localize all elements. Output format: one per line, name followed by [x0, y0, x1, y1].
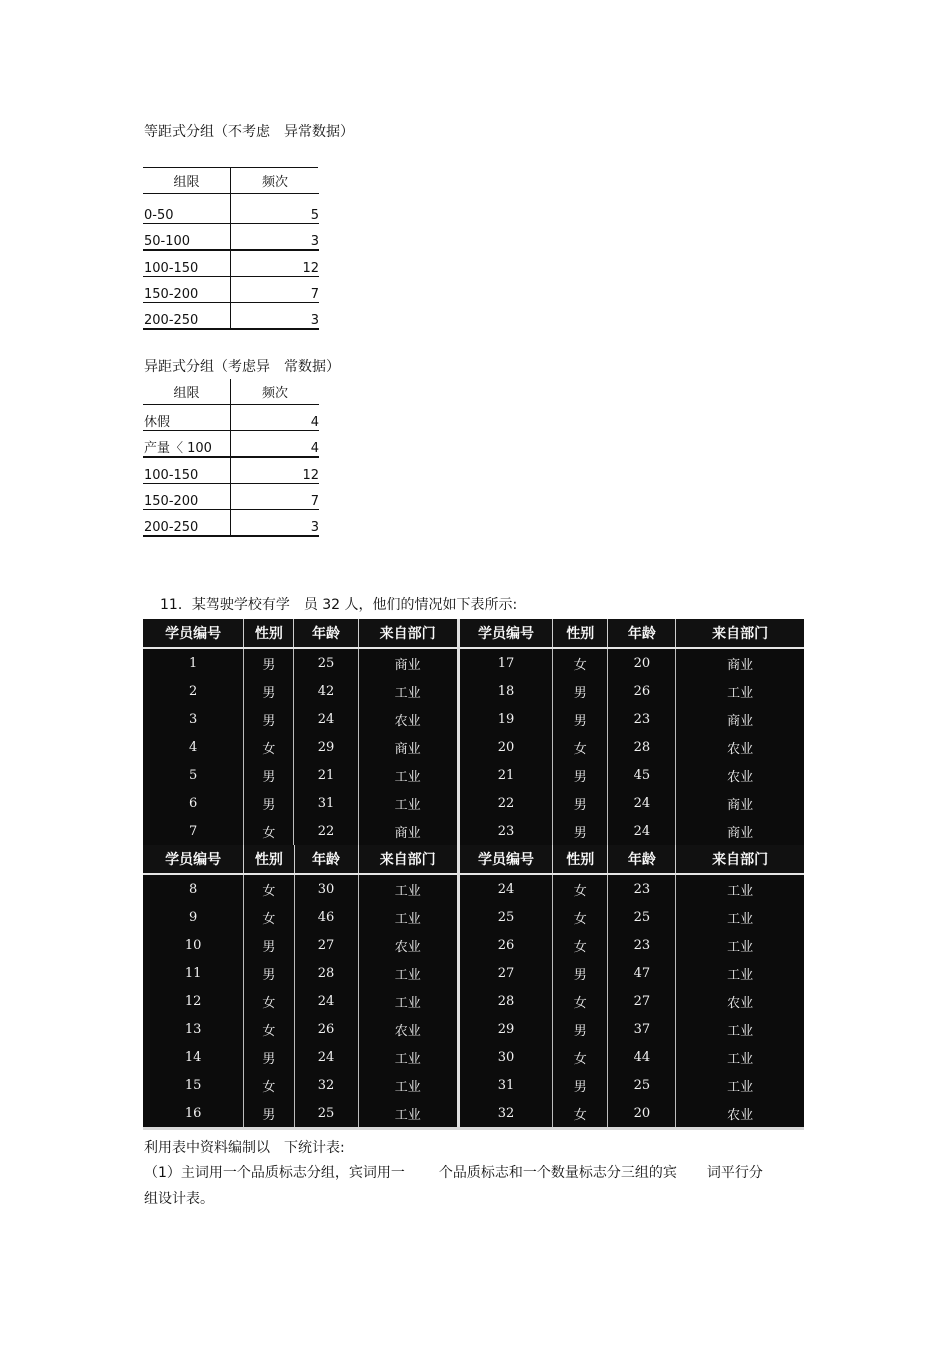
student-cell: 20 [458, 733, 552, 761]
student-cell: 女 [244, 1015, 294, 1043]
student-row [143, 648, 804, 677]
student-row [143, 1099, 804, 1129]
range-cell: 200-250 [143, 303, 231, 330]
student-cell: 女 [553, 931, 608, 959]
student-row [143, 761, 804, 789]
count-cell: 12 [231, 250, 320, 277]
student-cell: 30 [294, 874, 358, 903]
count-cell: 3 [231, 510, 320, 537]
student-cell: 23 [608, 931, 676, 959]
header-range: 组限 [143, 168, 231, 194]
student-cell: 女 [244, 1071, 294, 1099]
student-cell: 农业 [676, 733, 804, 761]
column-header: 性别 [244, 619, 294, 648]
column-header: 年龄 [608, 619, 676, 648]
student-cell: 16 [143, 1099, 244, 1129]
student-row [143, 987, 804, 1015]
student-cell: 28 [608, 733, 676, 761]
student-cell: 商业 [676, 817, 804, 847]
table-row [143, 277, 319, 303]
table-row [143, 194, 319, 224]
student-cell: 24 [294, 987, 358, 1015]
student-row [143, 733, 804, 761]
unequal-interval-table [143, 379, 319, 537]
count-cell: 4 [231, 405, 320, 431]
range-cell: 100-150 [143, 457, 231, 484]
student-cell: 1 [188, 655, 198, 671]
student-cell: 27 [294, 931, 358, 959]
student-cell: 45 [608, 761, 676, 789]
student-cell: 22 [458, 789, 552, 817]
student-cell: 31 [458, 1071, 552, 1099]
student-cell: 13 [184, 1021, 202, 1037]
student-cell: 男 [553, 1071, 608, 1099]
student-cell: 24 [458, 874, 552, 903]
student-cell: 男 [244, 1043, 294, 1071]
student-cell: 男 [244, 705, 294, 733]
student-cell: 女 [244, 817, 294, 847]
student-cell: 工业 [358, 1099, 458, 1129]
student-cell: 工业 [676, 903, 804, 931]
student-cell: 32 [458, 1099, 552, 1129]
student-cell: 28 [458, 987, 552, 1015]
student-cell: 28 [294, 959, 358, 987]
column-header: 性别 [553, 845, 608, 874]
column-header: 性别 [244, 845, 294, 874]
student-cell: 25 [608, 903, 676, 931]
range-cell: 100-150 [143, 250, 231, 277]
student-cell: 23 [608, 705, 676, 733]
column-header: 年龄 [608, 845, 676, 874]
student-cell: 男 [553, 705, 608, 733]
range-cell: 150-200 [143, 484, 231, 510]
student-cell: 5 [188, 767, 198, 783]
student-table-1 [143, 619, 804, 848]
table-row [143, 457, 319, 484]
column-header: 学员编号 [143, 845, 244, 874]
table-header-row [143, 379, 319, 405]
column-header: 学员编号 [143, 619, 244, 648]
student-row [143, 677, 804, 705]
student-cell: 男 [553, 761, 608, 789]
student-cell: 26 [294, 1015, 358, 1043]
student-cell: 26 [458, 931, 552, 959]
column-header: 学员编号 [458, 845, 552, 874]
student-cell: 工业 [676, 1015, 804, 1043]
count-cell: 12 [231, 457, 320, 484]
column-header: 来自部门 [676, 619, 804, 648]
student-row [143, 817, 804, 847]
student-cell: 农业 [676, 1099, 804, 1129]
student-row [143, 903, 804, 931]
student-cell: 3 [188, 711, 198, 727]
student-cell: 25 [458, 903, 552, 931]
student-cell: 工业 [676, 959, 804, 987]
student-cell: 44 [608, 1043, 676, 1071]
table-header-row [143, 168, 319, 194]
student-cell: 工业 [358, 874, 458, 903]
student-cell: 25 [294, 648, 358, 677]
student-cell: 20 [608, 648, 676, 677]
student-cell: 10 [184, 937, 202, 953]
header-count: 频次 [231, 379, 320, 405]
student-cell: 女 [553, 648, 608, 677]
count-cell: 3 [231, 303, 320, 330]
student-cell: 女 [244, 874, 294, 903]
student-row [143, 1043, 804, 1071]
student-cell: 女 [553, 1043, 608, 1071]
range-cell: 150-200 [143, 277, 231, 303]
student-cell: 工业 [676, 1043, 804, 1071]
header-count: 频次 [231, 168, 320, 194]
student-cell: 男 [553, 817, 608, 847]
count-cell: 3 [231, 224, 320, 251]
student-cell: 11 [184, 965, 202, 981]
student-row [143, 705, 804, 733]
student-cell: 21 [458, 761, 552, 789]
table-row [143, 405, 319, 431]
table-row [143, 250, 319, 277]
student-cell: 女 [244, 987, 294, 1015]
student-cell: 女 [244, 903, 294, 931]
student-cell: 工业 [676, 1071, 804, 1099]
student-cell: 24 [608, 789, 676, 817]
student-cell: 工业 [358, 903, 458, 931]
student-cell: 25 [294, 1099, 358, 1129]
instruction-line-3: 组设计表。 [144, 1191, 214, 1207]
column-header: 学员编号 [458, 619, 552, 648]
table-row [143, 484, 319, 510]
student-cell: 商业 [676, 705, 804, 733]
student-cell: 女 [553, 1099, 608, 1129]
student-row [143, 789, 804, 817]
student-cell: 8 [188, 881, 198, 897]
student-cell: 女 [553, 987, 608, 1015]
student-row [143, 874, 804, 903]
student-cell: 24 [294, 1043, 358, 1071]
student-cell: 42 [294, 677, 358, 705]
count-cell: 7 [231, 484, 320, 510]
student-cell: 农业 [358, 705, 458, 733]
student-cell: 32 [294, 1071, 358, 1099]
student-cell: 29 [294, 733, 358, 761]
column-header: 来自部门 [358, 619, 458, 648]
range-cell: 200-250 [143, 510, 231, 537]
student-cell: 商业 [676, 789, 804, 817]
student-cell: 4 [188, 739, 198, 755]
student-cell: 工业 [358, 987, 458, 1015]
student-cell: 工业 [358, 959, 458, 987]
student-cell: 22 [294, 817, 358, 847]
student-cell: 27 [608, 987, 676, 1015]
student-cell: 农业 [676, 987, 804, 1015]
student-row [143, 959, 804, 987]
student-cell: 20 [608, 1099, 676, 1129]
student-cell: 男 [244, 789, 294, 817]
student-cell: 27 [458, 959, 552, 987]
student-cell: 男 [244, 677, 294, 705]
student-cell: 23 [458, 817, 552, 847]
table-row [143, 510, 319, 537]
student-cell: 工业 [676, 677, 804, 705]
student-cell: 7 [143, 817, 244, 847]
student-cell: 商业 [358, 733, 458, 761]
student-cell: 25 [608, 1071, 676, 1099]
question-11-text: 11．某驾驶学校有学 员 32 人，他们的情况如下表所示: [160, 597, 518, 613]
student-cell: 17 [458, 648, 552, 677]
student-cell: 30 [458, 1043, 552, 1071]
student-cell: 工业 [358, 761, 458, 789]
table-row [143, 431, 319, 458]
range-cell: 50-100 [143, 224, 231, 251]
student-row [143, 1015, 804, 1043]
header-range: 组限 [143, 379, 231, 405]
student-cell: 46 [294, 903, 358, 931]
range-cell: 休假 [143, 405, 231, 431]
column-header: 来自部门 [676, 845, 804, 874]
student-cell: 26 [608, 677, 676, 705]
student-cell: 男 [244, 931, 294, 959]
student-cell: 农业 [358, 1015, 458, 1043]
student-cell: 男 [244, 648, 294, 677]
column-header: 来自部门 [358, 845, 458, 874]
section1-title: 等距式分组（不考虑 异常数据） [144, 124, 354, 140]
student-cell: 37 [608, 1015, 676, 1043]
range-cell: 0-50 [143, 194, 231, 224]
student-cell: 商业 [358, 817, 458, 847]
student-cell: 男 [244, 761, 294, 789]
student-cell: 24 [294, 705, 358, 733]
student-cell: 农业 [676, 761, 804, 789]
student-cell: 男 [553, 1015, 608, 1043]
student-cell: 15 [184, 1077, 202, 1093]
table-row [143, 303, 319, 330]
equal-interval-table [143, 168, 319, 330]
student-cell: 2 [188, 683, 198, 699]
student-cell: 女 [553, 903, 608, 931]
student-cell: 工业 [358, 1043, 458, 1071]
student-row [143, 1071, 804, 1099]
student-cell: 男 [553, 677, 608, 705]
student-header-row [143, 619, 804, 648]
student-cell: 23 [608, 874, 676, 903]
instruction-line-2: （1）主词用一个品质标志分组，宾词用一 个品质标志和一个数量标志分三组的宾 词平行分 [144, 1165, 763, 1181]
student-cell: 18 [458, 677, 552, 705]
instruction-line-1: 利用表中资料编制以 下统计表: [144, 1140, 345, 1156]
table-row [143, 224, 319, 251]
student-cell: 9 [188, 909, 198, 925]
student-cell: 男 [553, 959, 608, 987]
student-cell: 47 [608, 959, 676, 987]
student-header-row [143, 845, 804, 874]
range-cell: 产量〈 100 [143, 431, 231, 458]
student-cell: 工业 [358, 789, 458, 817]
student-cell: 19 [458, 705, 552, 733]
student-cell: 24 [608, 817, 676, 847]
section2-title: 异距式分组（考虑异 常数据） [144, 359, 340, 375]
student-cell: 女 [553, 733, 608, 761]
student-cell: 31 [294, 789, 358, 817]
student-cell: 29 [458, 1015, 552, 1043]
student-cell: 工业 [358, 1071, 458, 1099]
student-cell: 男 [244, 959, 294, 987]
student-cell: 女 [244, 733, 294, 761]
column-header: 年龄 [294, 845, 358, 874]
student-cell: 女 [553, 874, 608, 903]
count-cell: 7 [231, 277, 320, 303]
student-cell: 商业 [358, 648, 458, 677]
student-row [143, 931, 804, 959]
column-header: 性别 [553, 619, 608, 648]
student-cell: 商业 [676, 648, 804, 677]
student-table-2 [143, 845, 804, 1130]
student-cell: 工业 [676, 874, 804, 903]
column-header: 年龄 [294, 619, 358, 648]
student-cell: 12 [184, 993, 202, 1009]
student-cell: 工业 [676, 931, 804, 959]
student-cell: 男 [244, 1099, 294, 1129]
student-cell: 14 [184, 1049, 202, 1065]
student-cell: 6 [188, 795, 198, 811]
student-cell: 工业 [358, 677, 458, 705]
count-cell: 5 [231, 194, 320, 224]
student-cell: 21 [294, 761, 358, 789]
student-cell: 农业 [358, 931, 458, 959]
student-cell: 男 [553, 789, 608, 817]
count-cell: 4 [231, 431, 320, 458]
